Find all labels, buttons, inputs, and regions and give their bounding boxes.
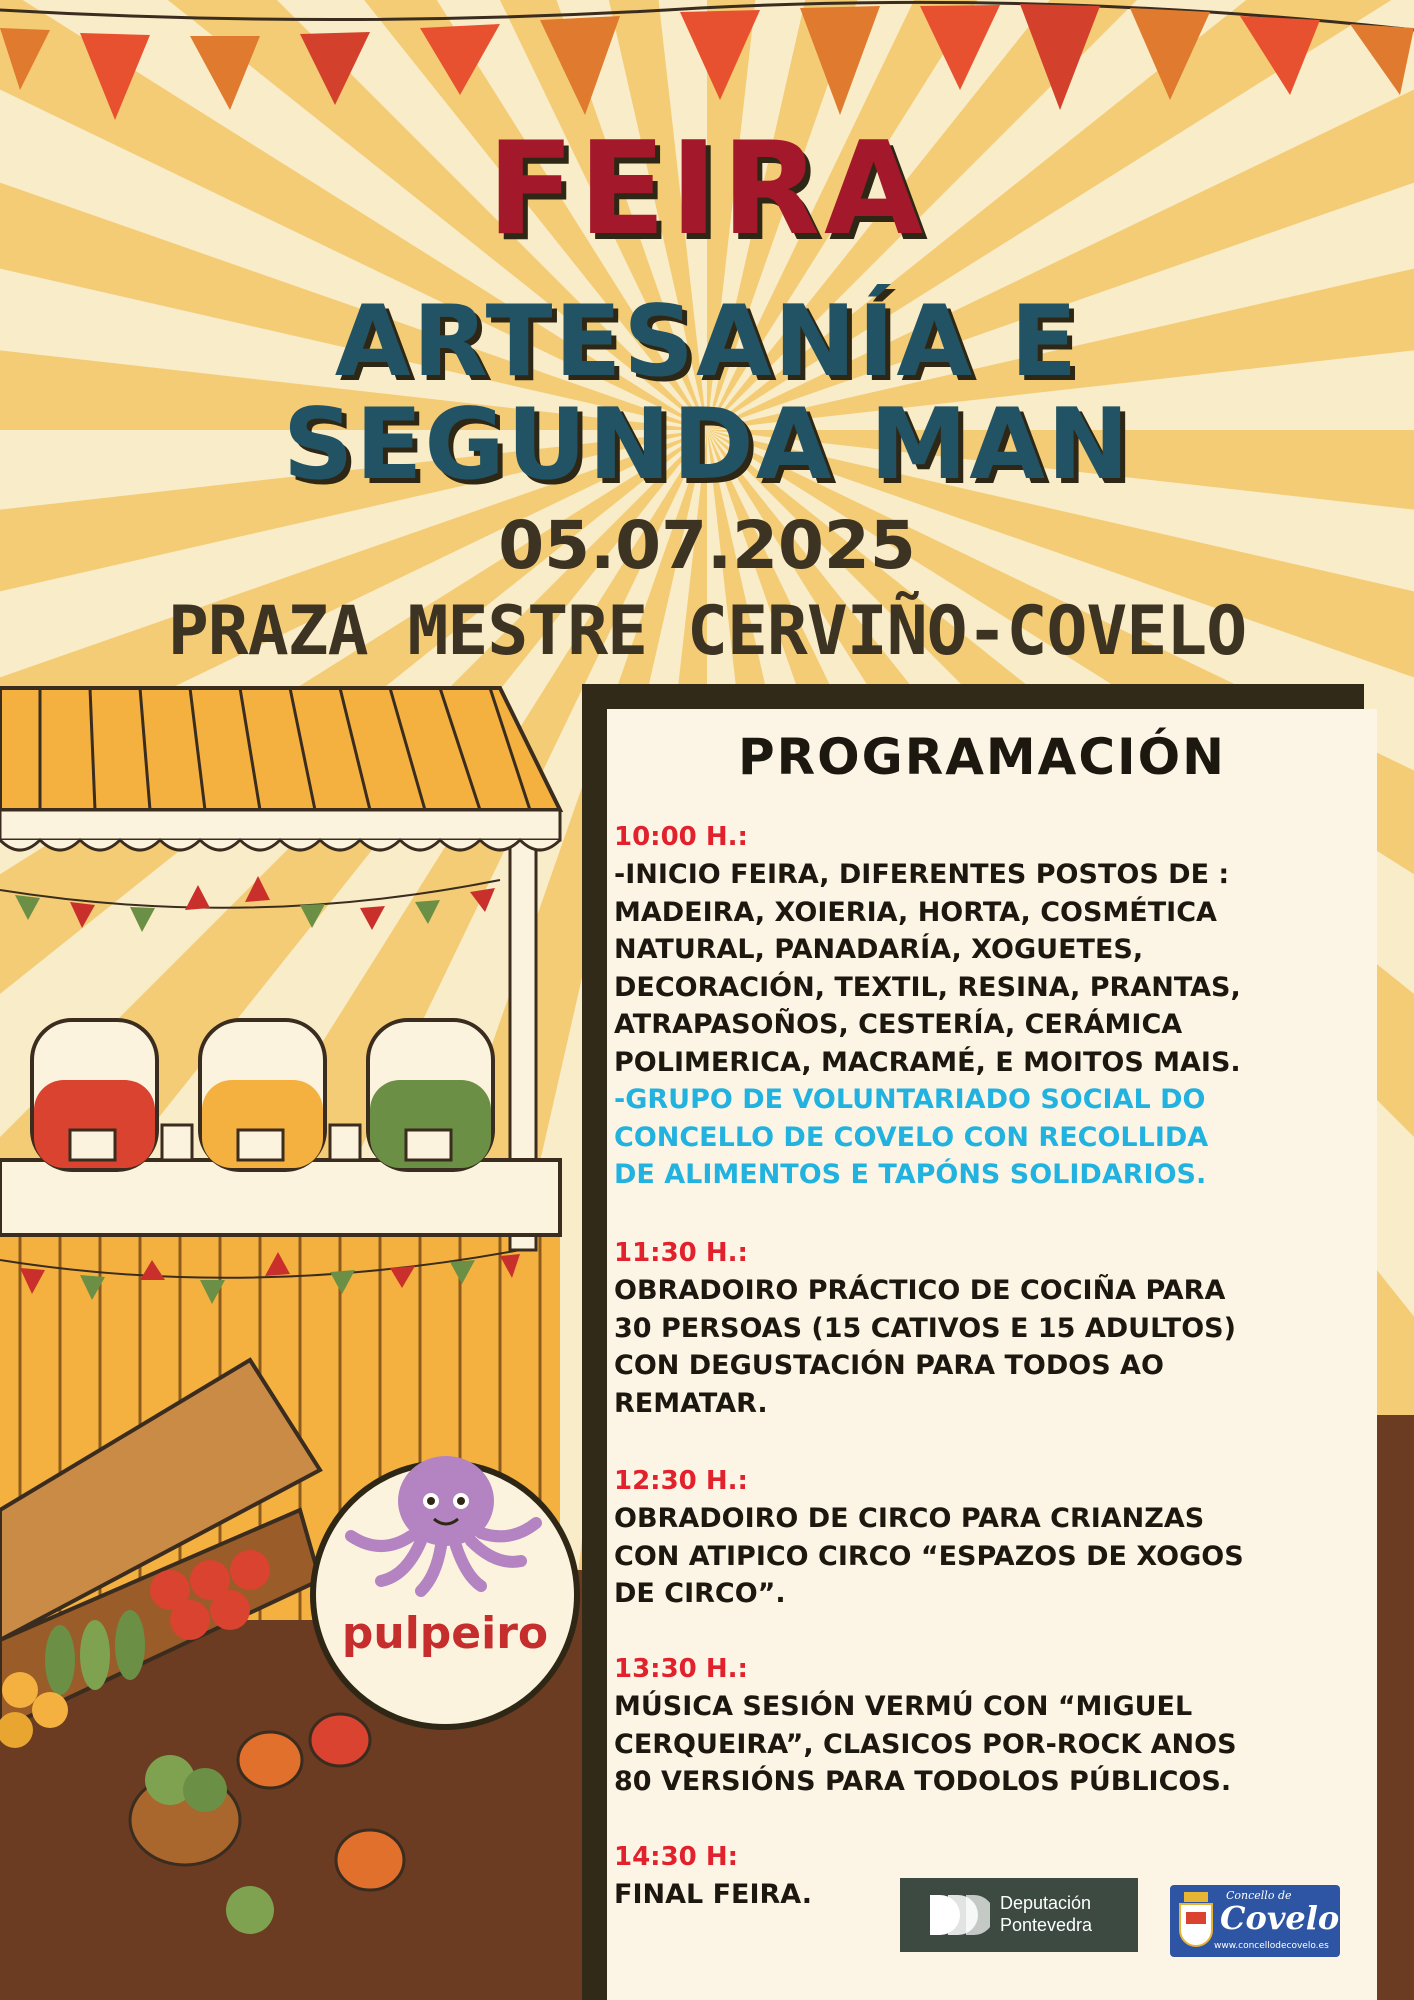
entry-description: OBRADOIRO PRÁCTICO DE COCIÑA PARA 30 PERSOAS (15 CATIVOS E 15 ADULTOS) CON DEGUSTACIÓN PARA TODOS AO REMATAR.	[614, 1275, 1236, 1419]
programme-entry-4	[614, 1650, 1364, 1801]
entry-description: OBRADOIRO DE CIRCO PARA CRIANZAS CON ATIPICO CIRCO “ESPAZOS DE XOGOS DE CIRCO”.	[614, 1503, 1244, 1609]
programme-entry-1	[614, 818, 1364, 1194]
entry-time: 13:30 H.:	[614, 1654, 748, 1684]
event-place: PRAZA MESTRE CERVIÑO-COVELO	[167, 592, 1247, 671]
programme-entry-3	[614, 1462, 1364, 1613]
pulpeiro-badge	[310, 1460, 580, 1730]
concello-url: www.concellodecovelo.es	[1214, 1941, 1329, 1951]
deputacion-logo	[900, 1878, 1138, 1952]
entry-time: 12:30 H.:	[614, 1466, 748, 1496]
coat-of-arms-icon	[1176, 1890, 1216, 1952]
entry-highlight: -GRUPO DE VOLUNTARIADO SOCIAL DO CONCELLO DE COVELO CON RECOLLIDA DE ALIMENTOS E TAPÓNS SOLIDARIOS.	[614, 1084, 1209, 1190]
deputacion-line1: Deputación	[1000, 1893, 1092, 1913]
title-segunda-man: SEGUNDA MAN	[282, 388, 1132, 502]
title-feira: FEIRA	[486, 115, 928, 264]
entry-time: 11:30 H.:	[614, 1238, 748, 1268]
pulpeiro-label: pulpeiro	[341, 1608, 549, 1659]
entry-time: 14:30 H:	[614, 1842, 738, 1872]
event-date: 05.07.2025	[498, 507, 916, 584]
octopus-icon	[316, 1441, 574, 1601]
entry-time: 10:00 H.:	[614, 822, 748, 852]
stall-bunting-icon	[0, 876, 500, 932]
market-stall-illustration	[0, 680, 600, 2000]
drink-dispenser-icon	[32, 1020, 192, 1170]
concello-small-text: Concello de	[1226, 1889, 1292, 1902]
drink-dispenser-icon	[200, 1020, 360, 1170]
drink-dispenser-icon	[368, 1020, 493, 1170]
entry-description: FINAL FEIRA.	[614, 1879, 812, 1910]
programme-title: PROGRAMACIÓN	[738, 728, 1226, 786]
entry-description: MÚSICA SESIÓN VERMÚ CON “MIGUEL CERQUEIRA”, CLASICOS POR-ROCK ANOS 80 VERSIÓNS PARA TODOLOS PÚBLICOS.	[614, 1691, 1237, 1797]
concello-name: Covelo	[1220, 1899, 1340, 1937]
title-artesania: ARTESANÍA E	[334, 285, 1080, 399]
programme-entry-2	[614, 1234, 1364, 1422]
concello-covelo-logo	[1170, 1885, 1340, 1957]
awning-icon	[0, 688, 560, 850]
deputacion-mark-icon	[926, 1890, 990, 1940]
entry-description: -INICIO FEIRA, DIFERENTES POSTOS DE : MADEIRA, XOIERIA, HORTA, COSMÉTICA NATURAL, PANADARÍA, XOGUETES, DECORACIÓN, TEXTIL, RESINA, PRANTAS, ATRAPASOÑOS, CESTERÍA, CERÁMICA POLIMERICA, MACRAMÉ, E MOITOS MAIS.	[614, 859, 1241, 1078]
deputacion-line2: Pontevedra	[1000, 1915, 1093, 1935]
